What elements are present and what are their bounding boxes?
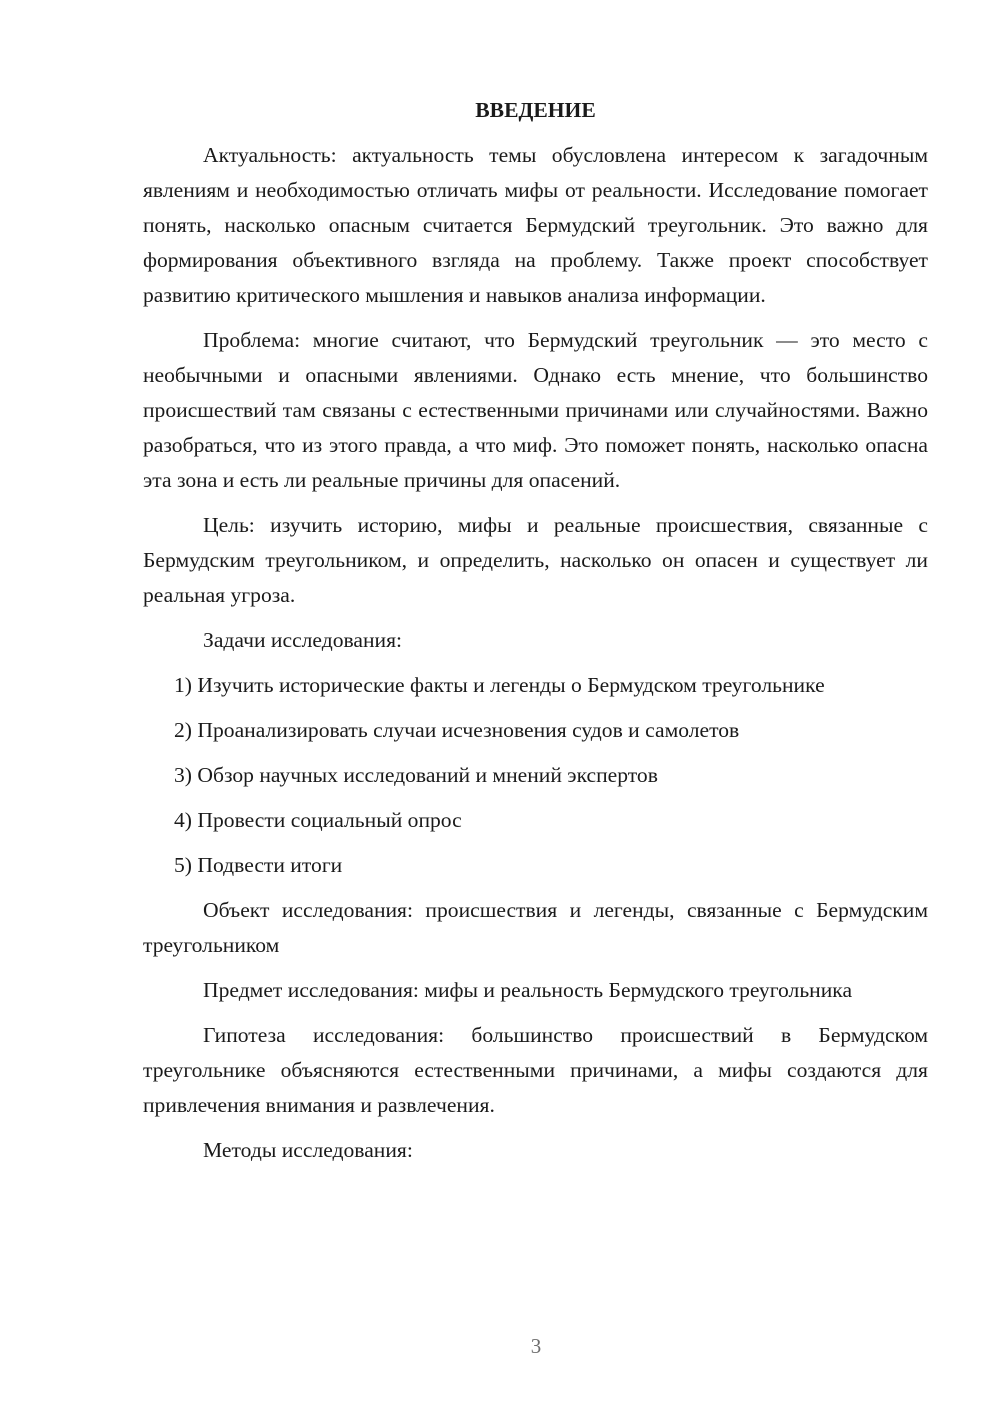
tasks-heading: Задачи исследования: [203,628,403,652]
paragraph-subject: Предмет исследования: мифы и реальность Бермудского треугольника [203,978,853,1002]
paragraph-problem: Проблема: многие считают, что Бермудский треугольник — это место с необычными и опасными явлениями. Однако есть мнение, что большинство происшествий там связаны с естественными причинами или случайностями. Важно разобраться, что из этого правда, а что миф. Это поможет понять, насколько опасна эта зона и есть ли реальные причины для опасений. [143,328,928,492]
paragraph-hypothesis: Гипотеза исследования: большинство происшествий в Бермудском треугольнике объясняются естественными причинами, а мифы создаются для привлечения внимания и развлечения. [143,1023,928,1117]
methods-heading: Методы исследования: [203,1138,413,1162]
paragraph-goal: Цель: изучить историю, мифы и реальные происшествия, связанные с Бермудским треугольником, и определить, насколько он опасен и существует ли реальная угроза. [143,513,928,607]
list-item: 4) Провести социальный опрос [174,808,462,832]
list-item: 2) Проанализировать случаи исчезновения судов и самолетов [174,718,740,742]
list-item: 5) Подвести итоги [174,853,343,877]
document-page [143,92,928,1168]
paragraph-relevance: Актуальность: актуальность темы обусловлена интересом к загадочным явлениям и необходимостью отличать мифы от реальности. Исследование помогает понять, насколько опасным считается Бермудский треугольник. Это важно для формирования объективного взгляда на проблему. Также проект способствует развитию критического мышления и навыков анализа информации. [143,143,928,307]
section-title: ВВЕДЕНИЕ [475,98,596,122]
list-item: 3) Обзор научных исследований и мнений экспертов [174,763,658,787]
page-number: 3 [530,1334,542,1358]
paragraph-object: Объект исследования: происшествия и легенды, связанные с Бермудским треугольником [143,898,928,957]
tasks-list [143,668,928,883]
list-item: 1) Изучить исторические факты и легенды о Бермудском треугольнике [174,673,825,697]
